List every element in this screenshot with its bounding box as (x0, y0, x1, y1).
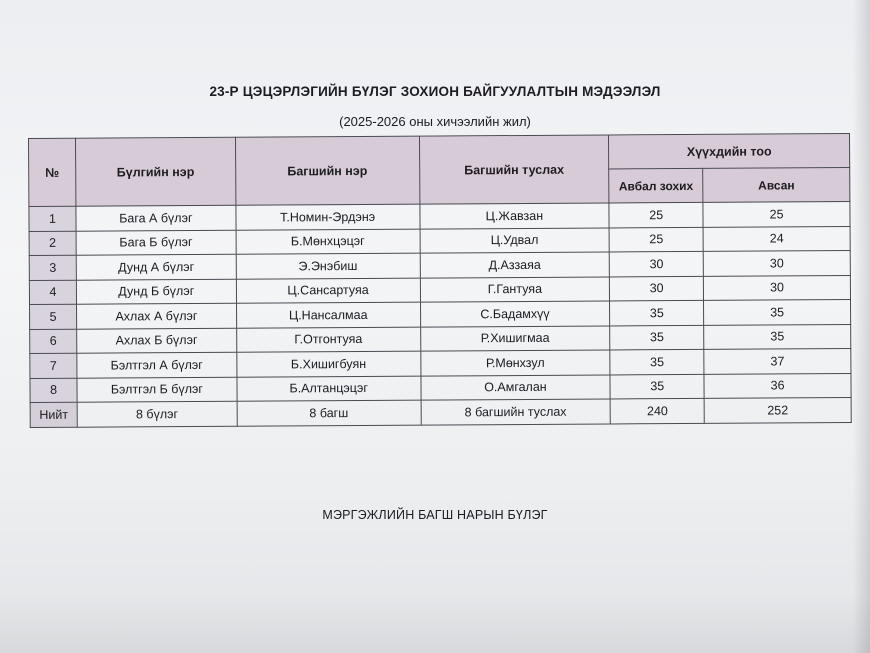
planned-count: 30 (610, 276, 704, 301)
planned-count: 35 (610, 374, 704, 399)
header-enrolled: Авсан (703, 167, 850, 202)
total-assistants: 8 багшийн туслах (421, 399, 611, 425)
group-name: Дунд А бүлэг (76, 254, 236, 279)
group-info-table (28, 133, 852, 428)
enrolled-count: 30 (703, 250, 850, 275)
header-children-count: Хүүхдийн тоо (609, 133, 850, 168)
row-number: 6 (30, 329, 77, 354)
total-row (30, 397, 851, 427)
teacher-name: Т.Номин-Эрдэнэ (236, 204, 420, 230)
enrolled-count: 35 (704, 299, 851, 324)
group-name: Бэлтгэл А бүлэг (77, 352, 237, 377)
assistant-name: Г.Гантуяа (420, 276, 610, 302)
enrolled-count: 30 (704, 275, 851, 300)
group-name: Ахлах Б бүлэг (77, 328, 237, 353)
header-teacher-name: Багшийн нэр (235, 136, 419, 205)
total-groups: 8 бүлэг (77, 401, 237, 426)
header-assistant: Багшийн туслах (419, 135, 609, 204)
row-number: 1 (29, 206, 76, 231)
teacher-name: Б.Хишигбуян (237, 351, 421, 377)
planned-count: 35 (610, 300, 704, 325)
header-no: № (29, 138, 76, 206)
teacher-name: Ц.Сансартуяа (236, 278, 420, 304)
teacher-name: Ц.Нансалмаа (236, 302, 420, 328)
document-title: 23-Р ЦЭЦЭРЛЭГИЙН БҮЛЭГ ЗОХИОН БАЙГУУЛАЛТЫН МЭДЭЭЛЭЛ (209, 84, 661, 99)
row-number: 8 (30, 378, 77, 403)
planned-count: 25 (609, 202, 703, 227)
header-row (29, 133, 850, 172)
assistant-name: Р.Мөнхзул (420, 350, 610, 376)
teacher-name: Б.Алтанцэцэг (237, 376, 421, 402)
total-planned: 240 (610, 398, 704, 423)
row-number: 7 (30, 353, 77, 378)
group-name: Дунд Б бүлэг (76, 279, 236, 304)
assistant-name: Р.Хишигмаа (420, 325, 610, 351)
teacher-name: Б.Мөнхцэцэг (236, 229, 420, 255)
document-subtitle: (2025-2026 оны хичээлийн жил) (339, 114, 531, 129)
document-footer: МЭРГЭЖЛИЙН БАГШ НАРЫН БҮЛЭГ (322, 508, 548, 522)
header-planned: Авбал зохих (609, 168, 703, 203)
enrolled-count: 36 (704, 373, 851, 398)
row-number: 2 (29, 231, 76, 256)
header-group-name: Бүлгийн нэр (75, 137, 235, 206)
group-name: Бага Б бүлэг (76, 230, 236, 255)
group-name: Бэлтгэл Б бүлэг (77, 377, 237, 402)
planned-count: 25 (609, 227, 703, 252)
planned-count: 35 (610, 325, 704, 350)
enrolled-count: 25 (703, 201, 850, 226)
enrolled-count: 35 (704, 324, 851, 349)
planned-count: 30 (609, 251, 703, 276)
assistant-name: Ц.Удвал (420, 227, 610, 253)
total-label: Нийт (30, 402, 77, 427)
assistant-name: С.Бадамхүү (420, 301, 610, 327)
assistant-name: О.Амгалан (420, 374, 610, 400)
paper-bottom-shade (0, 593, 870, 653)
planned-count: 35 (610, 349, 704, 374)
assistant-name: Д.Аззаяа (420, 252, 610, 278)
enrolled-count: 24 (703, 226, 850, 251)
group-name: Бага А бүлэг (76, 205, 236, 230)
row-number: 3 (29, 255, 76, 280)
teacher-name: Г.Отгонтуяа (236, 327, 420, 353)
paper-shadow (852, 0, 870, 653)
teacher-name: Э.Энэбиш (236, 253, 420, 279)
enrolled-count: 37 (704, 348, 851, 373)
total-teachers: 8 багш (237, 400, 421, 426)
row-number: 4 (29, 280, 76, 305)
assistant-name: Ц.Жавзан (419, 203, 609, 229)
row-number: 5 (30, 304, 77, 329)
total-enrolled: 252 (704, 397, 851, 422)
group-name: Ахлах А бүлэг (76, 303, 236, 328)
